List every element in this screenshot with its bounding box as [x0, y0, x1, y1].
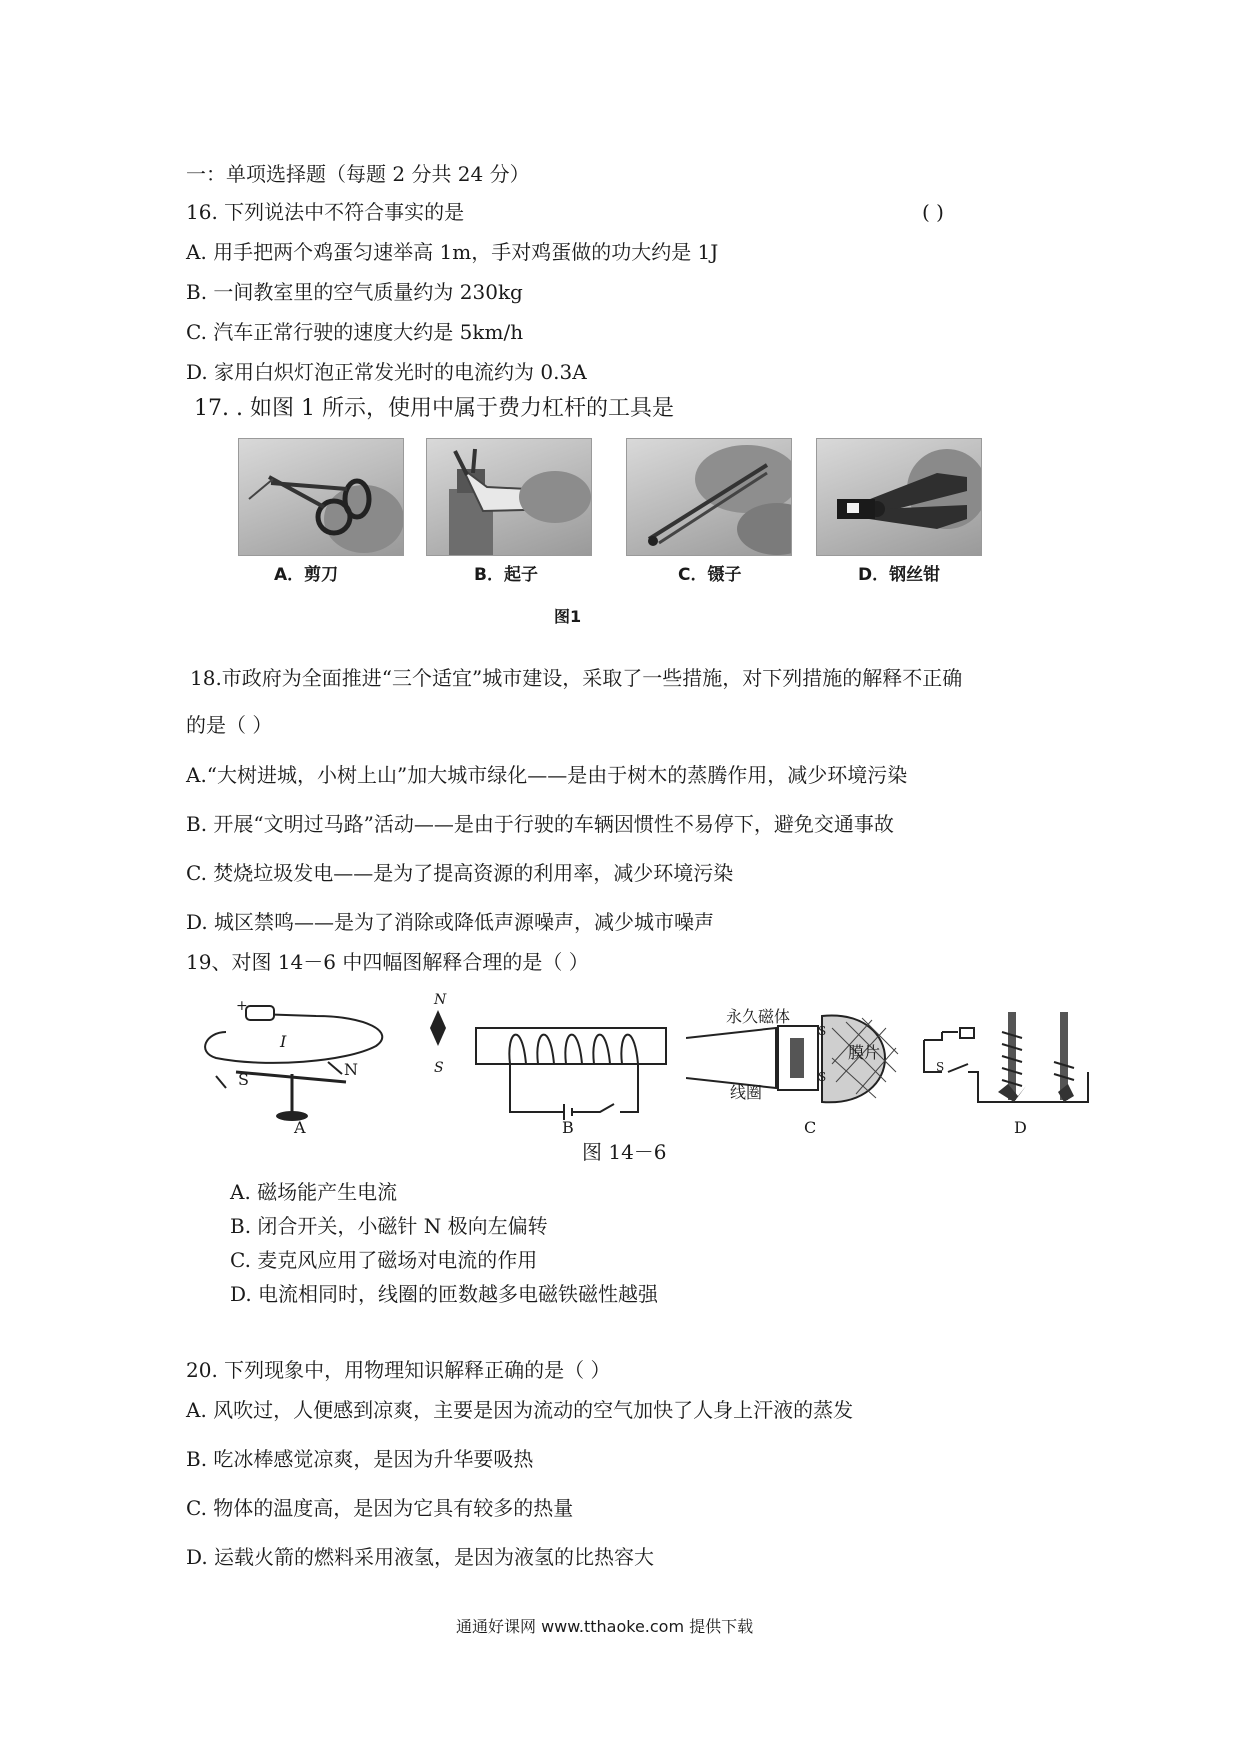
q16-option-d: D. 家用白炽灯泡正常发光时的电流约为 0.3A	[186, 360, 587, 384]
diagram-d-switch: S	[936, 1060, 945, 1074]
q18-stem-line2: 的是（ ）	[186, 713, 273, 737]
section-title: 一：单项选择题（每题 2 分共 24 分）	[186, 162, 530, 186]
q16-option-b: B. 一间教室里的空气质量约为 230kg	[186, 280, 523, 304]
footer-download-note: 通通好课网 www.tthaoke.com 提供下载	[456, 1617, 754, 1636]
q17-caption-a: A．剪刀	[274, 565, 339, 585]
scissors-photo	[238, 438, 404, 556]
figure-1-label: 图1	[554, 607, 582, 626]
q20-option-c: C. 物体的温度高，是因为它具有较多的热量	[186, 1496, 574, 1520]
diagram-a-south: S	[238, 1070, 249, 1089]
diagram-b-south: S	[434, 1060, 444, 1076]
diagram-d-letter: D	[1014, 1118, 1027, 1137]
q17-stem: 17. . 如图 1 所示，使用中属于费力杠杆的工具是	[194, 396, 674, 421]
q20-option-a: A. 风吹过，人便感到凉爽，主要是因为流动的空气加快了人身上汗液的蒸发	[186, 1398, 854, 1422]
q19-option-b: B. 闭合开关，小磁针 N 极向左偏转	[230, 1214, 548, 1238]
diagram-a-letter: A	[294, 1118, 306, 1137]
q16-option-c: C. 汽车正常行驶的速度大约是 5km/h	[186, 320, 524, 344]
diagram-c-s1: S	[818, 1024, 827, 1038]
diagram-c-magnet-label: 永久磁体	[726, 1007, 791, 1026]
diagram-a-current: I	[280, 1032, 287, 1051]
diagram-c-letter: C	[804, 1118, 817, 1137]
pliers-photo	[816, 438, 982, 556]
q19-stem: 19、对图 14－6 中四幅图解释合理的是（ ）	[186, 950, 589, 974]
diagram-a-plus: +	[236, 998, 248, 1014]
q17-caption-c: C．镊子	[678, 565, 742, 585]
diagram-d-electromagnets	[918, 1012, 1098, 1122]
q18-option-a: A.“大树进城，小树上山”加大城市绿化——是由于树木的蒸腾作用，减少环境污染	[186, 763, 908, 787]
q17-caption-b: B．起子	[474, 565, 538, 585]
q18-option-b: B. 开展“文明过马路”活动——是由于行驶的车辆因惯性不易停下，避免交通事故	[186, 812, 894, 836]
q20-option-b: B. 吃冰棒感觉凉爽，是因为升华要吸热	[186, 1447, 534, 1471]
q17-caption-d: D．钢丝钳	[858, 565, 941, 585]
diagram-b-letter: B	[562, 1118, 574, 1137]
diagram-c-coil-label: 线圈	[730, 1083, 763, 1102]
q19-option-a: A. 磁场能产生电流	[230, 1180, 398, 1204]
q19-option-c: C. 麦克风应用了磁场对电流的作用	[230, 1248, 538, 1272]
q16-stem: 16. 下列说法中不符合事实的是	[186, 200, 465, 224]
tweezers-photo	[626, 438, 792, 556]
bottle-opener-photo	[426, 438, 592, 556]
diagram-c-film-label: 膜片	[848, 1043, 881, 1062]
q20-option-d: D. 运载火箭的燃料采用液氢，是因为液氢的比热容大	[186, 1545, 655, 1569]
q16-answer-paren: ( )	[922, 200, 944, 224]
q18-stem-line1: 18.市政府为全面推进“三个适宜”城市建设，采取了一些措施，对下列措施的解释不正确	[190, 666, 963, 690]
diagram-c-microphone	[686, 1008, 906, 1128]
q19-option-d: D. 电流相同时，线圈的匝数越多电磁铁磁性越强	[230, 1282, 659, 1306]
q18-option-d: D. 城区禁鸣——是为了消除或降低声源噪声，减少城市噪声	[186, 910, 715, 934]
figure-14-6-label: 图 14－6	[582, 1140, 667, 1164]
diagram-c-s2: S	[818, 1070, 827, 1084]
diagram-a-north: N	[344, 1060, 358, 1079]
q16-option-a: A. 用手把两个鸡蛋匀速举高 1m，手对鸡蛋做的功大约是 1J	[186, 240, 719, 264]
diagram-b-solenoid	[430, 1000, 670, 1130]
q20-stem: 20. 下列现象中，用物理知识解释正确的是（ ）	[186, 1358, 611, 1382]
diagram-b-north: N	[434, 992, 447, 1008]
q18-option-c: C. 焚烧垃圾发电——是为了提高资源的利用率，减少环境污染	[186, 861, 734, 885]
